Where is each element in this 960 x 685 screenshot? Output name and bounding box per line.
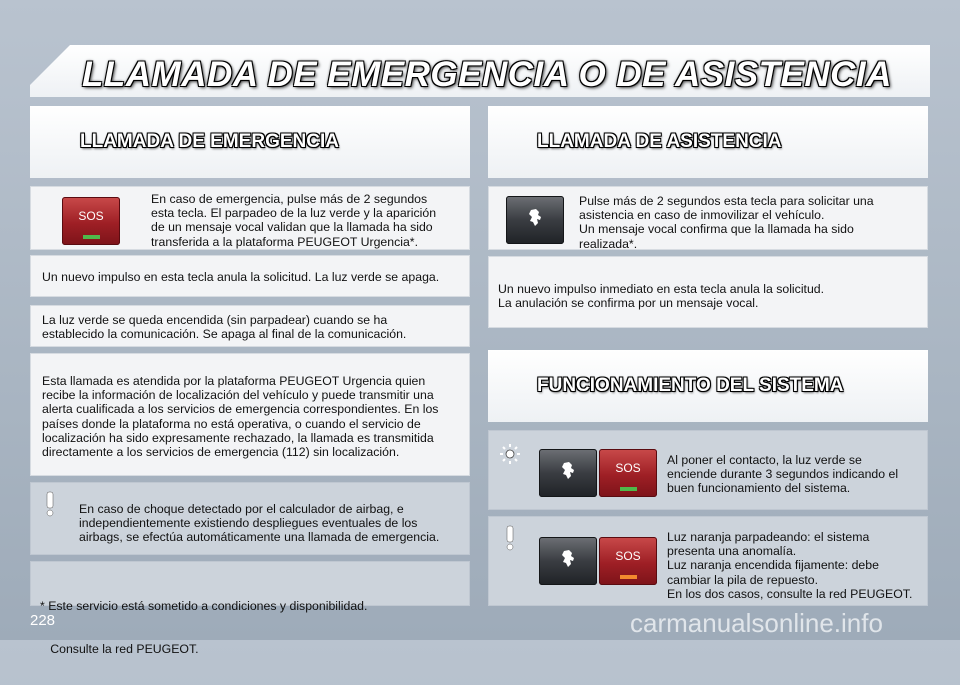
assistance-intro-text: Pulse más de 2 segundos esta tecla para solicitar una asistencia en caso de inmovilizar el vehículo. Un mensaje vocal confirma que la llamada ha sido realizada*. bbox=[579, 194, 874, 251]
fault-text: Luz naranja parpadeando: el sistema presenta una anomalía. Luz naranja encendida fijamente: debe cambiar la pila de repuesto. En los dos casos, consulte la red PEUGEOT. bbox=[667, 530, 913, 601]
lion-icon bbox=[526, 208, 544, 228]
exclamation-icon bbox=[499, 525, 521, 551]
watermark: carmanualsonline.info bbox=[630, 608, 883, 638]
airbag-card bbox=[30, 482, 470, 555]
sos-button-status bbox=[599, 449, 657, 497]
assistance-intro-card bbox=[488, 186, 928, 250]
footnote-text: * Este servicio está sometido a condiciones y disponibilidad. Consulte la red PEUGEOT. bbox=[40, 599, 368, 657]
assistance-button-fault bbox=[539, 537, 597, 585]
steady-light-text: La luz verde se queda encendida (sin parpadear) cuando se ha establecido la comunicación. Se apaga al final de la comunicación. bbox=[42, 313, 407, 342]
assistance-cancel-text: Un nuevo impulso inmediato en esta tecla anula la solicitud. La anulación se confirma por un mensaje vocal. bbox=[498, 282, 825, 311]
sos-label: SOS bbox=[615, 461, 641, 475]
sos-label: SOS bbox=[615, 549, 641, 563]
page-title: LLAMADA DE EMERGENCIA O DE ASISTENCIA bbox=[82, 55, 892, 94]
green-light-indicator bbox=[620, 487, 637, 491]
ignition-sun-icon bbox=[499, 443, 521, 469]
airbag-text: En caso de choque detectado por el calculador de airbag, e independientemente existiendo despliegues eventuales de los airbags, se efectúa automáticamente una llamada de emergencia. bbox=[79, 502, 440, 545]
exclamation-icon bbox=[39, 491, 61, 517]
emergency-cancel-text: Un nuevo impulso en esta tecla anula la solicitud. La luz verde se apaga. bbox=[42, 270, 440, 284]
assistance-button bbox=[506, 196, 564, 244]
lion-icon bbox=[559, 549, 577, 569]
emergency-intro-card bbox=[30, 186, 470, 250]
emergency-cancel-card bbox=[30, 255, 470, 297]
system-heading: FUNCIONAMIENTO DEL SISTEMA bbox=[537, 375, 844, 396]
assistance-button-status bbox=[539, 449, 597, 497]
platform-card bbox=[30, 353, 470, 476]
fault-card bbox=[488, 516, 928, 606]
sos-button-label: SOS bbox=[78, 209, 104, 223]
assistance-heading: LLAMADA DE ASISTENCIA bbox=[537, 131, 782, 152]
assistance-cancel-card bbox=[488, 256, 928, 328]
ignition-card bbox=[488, 430, 928, 510]
steady-light-card bbox=[30, 305, 470, 347]
emergency-heading: LLAMADA DE EMERGENCIA bbox=[80, 131, 339, 152]
lion-icon bbox=[559, 461, 577, 481]
platform-text: Esta llamada es atendida por la plataforma PEUGEOT Urgencia quien recibe la información de localización del vehículo y puede transmitir una alerta cualificada a los servicios de emergencia correspondientes. En los países donde la plataforma no está operativa, o cuando el servicio de localización ha sido expresamente rechazado, la llamada es transmitida directamente a los servicios de emergencia (112) sin localización. bbox=[42, 374, 439, 460]
orange-light-indicator bbox=[620, 575, 637, 579]
sos-button bbox=[62, 197, 120, 245]
sos-button-fault bbox=[599, 537, 657, 585]
ignition-text: Al poner el contacto, la luz verde se enciende durante 3 segundos indicando el buen funcionamiento del sistema. bbox=[667, 453, 899, 496]
green-light-indicator bbox=[83, 235, 100, 239]
page-number: 228 bbox=[30, 612, 56, 629]
emergency-intro-text: En caso de emergencia, pulse más de 2 segundos esta tecla. El parpadeo de la luz verde y la aparición de un mensaje vocal validan que la llamada ha sido transferida a la plataforma PEUGEOT Urgencia*. bbox=[151, 192, 437, 249]
